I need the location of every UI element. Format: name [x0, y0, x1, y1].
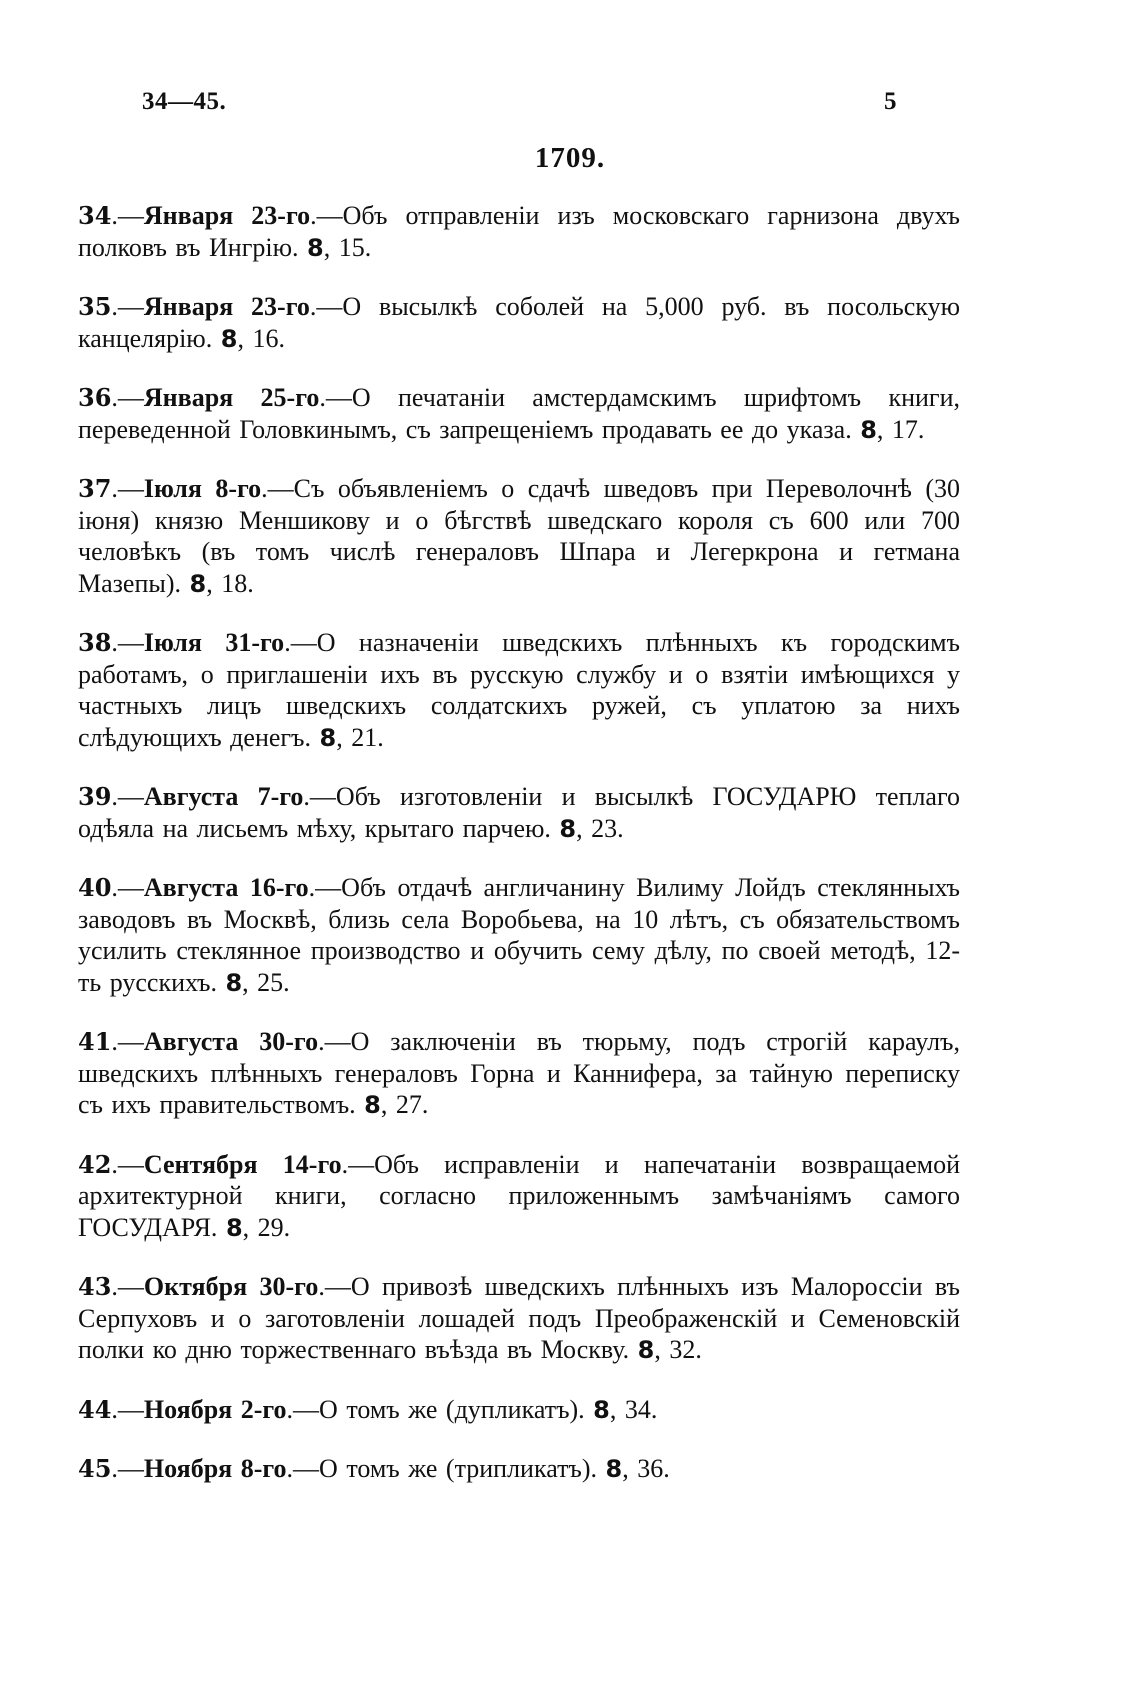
entry-number: 34: [78, 201, 112, 230]
entry-text: О томъ же (трипликатъ).: [319, 1454, 598, 1483]
entry-number: 42: [78, 1149, 112, 1179]
entry-page: 34.: [624, 1394, 658, 1424]
entry-date: Октября 30-го: [143, 1272, 319, 1301]
entry: 44.—Ноября 2-го.—О томъ же (дупликатъ). 8, 34.: [78, 1394, 658, 1424]
entry-page: 16.: [252, 323, 285, 353]
entry-text: О печатаніи амстердамскимъ шрифтомъ книги, переведенной Головкинымъ, съ запрещеніемъ продавать ее до указа.: [78, 383, 960, 444]
entry: 40.—Августа 16-го.—Объ отдачѣ англичанину Вилиму Лойдъ стеклянныхъ заводовъ въ Москвѣ, близь села Воробьева, на 10 лѣтъ, съ обязательствомъ усилить стеклянное производство и обучить сему дѣлу, по своей методѣ, 12-ть русскихъ. 8, 25.: [78, 873, 960, 997]
entry: 36.—Января 25-го.—О печатаніи амстердамскимъ шрифтомъ книги, переведенной Головкинымъ, съ запрещеніемъ продавать ее до указа. 8, 17.: [78, 383, 960, 444]
entry-number: 38: [78, 628, 112, 657]
entry-number: 40: [78, 873, 112, 902]
entry-text: Объ исправленіи и напечатаніи возвращаемой архитектурной книги, согласно приложеннымъ замѣчаніямъ самого ГОСУДАРЯ.: [78, 1149, 960, 1242]
entry-date: Августа 7-го: [143, 782, 304, 811]
entry-page: 15.: [338, 232, 372, 262]
entry-page: 27.: [395, 1090, 429, 1119]
entry: 41.—Августа 30-го.—О заключеніи въ тюрьму, подъ строгій караулъ, шведскихъ плѣнныхъ генераловъ Горна и Каннифера, за тайную переписку съ ихъ правительствомъ. 8, 27.: [78, 1027, 961, 1119]
year-heading: 1709.: [534, 142, 606, 174]
entry-number: 41: [78, 1027, 112, 1056]
entry-text: О высылкѣ соболей на 5,000 руб. въ посольскую канцелярію.: [78, 292, 960, 353]
entry-number: 36: [78, 383, 112, 412]
entry-page: 17.: [891, 414, 925, 444]
entry-date: Іюля 8-го: [143, 474, 262, 503]
entry-text: О заключеніи въ тюрьму, подъ строгій караулъ, шведскихъ плѣнныхъ генераловъ Горна и Каннифера, за тайную переписку съ ихъ правительствомъ.: [78, 1027, 961, 1119]
entry-date: Января 25-го: [143, 383, 320, 412]
entry-volume: 8: [559, 814, 577, 843]
entry-volume: 8: [189, 569, 207, 598]
entry-volume: 8: [225, 1213, 243, 1242]
entry-number: 37: [78, 474, 112, 503]
entry-page: 29.: [257, 1212, 291, 1242]
entry-text: Съ объявленіемъ о сдачѣ шведовъ при Переволочнѣ (30 іюня) князю Меншикову и о бѣгствѣ шведскаго короля съ 600 или 700 человѣкъ (въ томъ числѣ генераловъ Шпара и Легеркрона и гетмана Мазепы).: [78, 474, 960, 598]
entry-page: 18.: [221, 568, 254, 598]
entry-text: О томъ же (дупликатъ).: [319, 1394, 585, 1424]
entry: 37.—Іюля 8-го.—Съ объявленіемъ о сдачѣ шведовъ при Переволочнѣ (30 іюня) князю Меншикову и о бѣгствѣ шведскаго короля съ 600 или 700 человѣкъ (въ томъ числѣ генераловъ Шпара и Легеркрона и гетмана Мазепы). 8, 18.: [78, 474, 960, 598]
entry: 38.—Іюля 31-го.—О назначеніи шведскихъ плѣнныхъ къ городскимъ работамъ, о приглашеніи ихъ въ русскую службу и о взятіи имѣющихся у частныхъ лицъ шведскихъ солдатскихъ ружей, съ уплатою за нихъ слѣдующихъ денегъ. 8, 21.: [78, 628, 960, 752]
entry-volume: 8: [860, 415, 877, 444]
entry-page: 21.: [351, 722, 384, 752]
entry-date: Августа 30-го: [143, 1027, 319, 1056]
entry-date: Августа 16-го: [143, 873, 309, 902]
entry-number: 43: [78, 1272, 112, 1301]
entry-date: Ноября 2-го: [143, 1394, 287, 1424]
entry-volume: 8: [593, 1395, 610, 1424]
entry-text: Объ отправленіи изъ московскаго гарнизона двухъ полковъ въ Ингрію.: [78, 201, 960, 262]
entry-range: 34—45.: [142, 88, 227, 115]
entry-volume: 8: [319, 723, 337, 752]
entry-number: 39: [78, 782, 112, 811]
entry-date: Іюля 31-го: [143, 628, 285, 657]
entry: 35.—Января 23-го.—О высылкѣ соболей на 5,000 руб. въ посольскую канцелярію. 8, 16.: [78, 292, 960, 353]
entry-page: 23.: [591, 813, 624, 843]
entry-date: Ноября 8-го: [143, 1454, 287, 1483]
entry-date: Января 23-го: [143, 292, 310, 321]
entry-volume: 8: [307, 233, 324, 262]
entry-volume: 8: [225, 968, 243, 997]
entry-number: 45: [78, 1454, 112, 1483]
entry-page: 25.: [257, 967, 290, 997]
entry: 43.—Октября 30-го.—О привозѣ шведскихъ плѣнныхъ изъ Малороссіи въ Серпуховъ и о заготовленіи лошадей подъ Преображенскій и Семеновскій полки ко дню торжественнаго въѣзда въ Москву. 8, 32.: [78, 1272, 960, 1364]
entry-number: 44: [78, 1394, 112, 1424]
entry-volume: 8: [637, 1336, 655, 1364]
entry-volume: 8: [364, 1091, 381, 1119]
page-number: 5: [884, 88, 897, 115]
entry: 34.—Января 23-го.—Объ отправленіи изъ московскаго гарнизона двухъ полковъ въ Ингрію. 8, 15.: [78, 201, 960, 262]
entry-page: 32.: [669, 1335, 702, 1364]
entry-number: 35: [78, 292, 112, 321]
entry-date: Сентября 14-го: [143, 1149, 342, 1179]
entry-page: 36.: [637, 1454, 670, 1483]
entry-text: Объ изготовленіи и высылкѣ ГОСУДАРЮ теплаго одѣяла на лисьемъ мѣху, крытаго парчею.: [78, 782, 960, 843]
page-header: [0, 88, 1140, 128]
entry-text: О назначеніи шведскихъ плѣнныхъ къ городскимъ работамъ, о приглашеніи ихъ въ русскую службу и о взятіи имѣющихся у частныхъ лицъ шведскихъ солдатскихъ ружей, съ уплатою за нихъ слѣдующихъ денегъ.: [78, 628, 960, 752]
entry: 39.—Августа 7-го.—Объ изготовленіи и высылкѣ ГОСУДАРЮ теплаго одѣяла на лисьемъ мѣху, крытаго парчею. 8, 23.: [78, 782, 960, 843]
entry: 42.—Сентября 14-го.—Объ исправленіи и напечатаніи возвращаемой архитектурной книги, согласно приложеннымъ замѣчаніямъ самого ГОСУДАРЯ. 8, 29.: [78, 1149, 960, 1242]
entry-text: О привозѣ шведскихъ плѣнныхъ изъ Малороссіи въ Серпуховъ и о заготовленіи лошадей подъ Преображенскій и Семеновскій полки ко дню торжественнаго въѣзда въ Москву.: [78, 1272, 960, 1364]
entry-volume: 8: [605, 1455, 623, 1483]
entry: 45.—Ноября 8-го.—О томъ же (трипликатъ). 8, 36.: [78, 1454, 670, 1483]
entry-volume: 8: [220, 324, 238, 353]
entry-list: [78, 200, 960, 1513]
entry-text: Объ отдачѣ англичанину Вилиму Лойдъ стеклянныхъ заводовъ въ Москвѣ, близь села Воробьева, на 10 лѣтъ, съ обязательствомъ усилить стеклянное производство и обучить сему дѣлу, по своей методѣ, 12-ть русскихъ.: [78, 873, 960, 997]
entry-date: Января 23-го: [143, 201, 311, 230]
